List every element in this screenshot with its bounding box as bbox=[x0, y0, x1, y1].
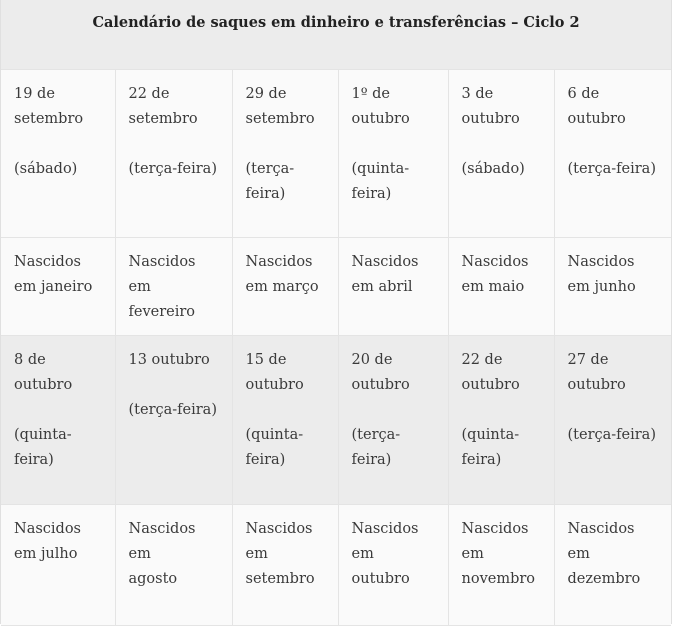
birth-month-cell bbox=[554, 504, 671, 625]
weekday-line: (sábado) bbox=[14, 160, 78, 177]
weekday-line: (quinta- bbox=[351, 160, 410, 177]
line-gap bbox=[246, 132, 326, 157]
birth-month-line: em bbox=[461, 545, 484, 562]
weekday-line: (terça-feira) bbox=[351, 426, 401, 468]
birth-month-cell bbox=[115, 237, 232, 335]
table-body bbox=[1, 69, 671, 625]
weekday-line: feira) bbox=[351, 185, 392, 202]
line-gap bbox=[352, 132, 436, 157]
date-row bbox=[1, 335, 671, 504]
birth-month-cell bbox=[338, 504, 448, 625]
birth-month-cell bbox=[232, 504, 338, 625]
payment-date-line: 8 de bbox=[14, 351, 46, 368]
birth-month-cell bbox=[448, 504, 554, 625]
line-gap bbox=[129, 373, 220, 398]
weekday-line: (terça-feira) bbox=[128, 401, 217, 418]
birth-month-line: Nascidos bbox=[14, 520, 81, 537]
birth-month-line: em julho bbox=[14, 545, 78, 562]
payment-date-line: outubro bbox=[351, 376, 410, 393]
date-cell bbox=[338, 335, 448, 504]
birth-month-line: Nascidos bbox=[567, 520, 635, 537]
line-gap bbox=[129, 132, 220, 157]
birth-month-line: em bbox=[245, 545, 268, 562]
birth-month-line: Nascidos bbox=[245, 520, 313, 537]
payment-date-line: 1º de bbox=[351, 85, 391, 102]
birth-month-line: setembro bbox=[245, 570, 315, 587]
birth-month-line: dezembro bbox=[567, 570, 641, 587]
weekday-line: (quinta- bbox=[14, 426, 72, 443]
payment-date-line: 19 de bbox=[14, 85, 55, 102]
table-title: Calendário de saques em dinheiro e transferências – Ciclo 2 bbox=[1, 0, 671, 69]
date-cell bbox=[232, 335, 338, 504]
payment-date-line: 20 de bbox=[351, 351, 393, 368]
birth-month-line: Nascidos bbox=[567, 253, 635, 270]
birth-month-line: em abril bbox=[351, 278, 413, 295]
birth-month-line: Nascidos bbox=[461, 520, 529, 537]
weekday-line: feira) bbox=[245, 451, 286, 468]
birth-month-line: novembro bbox=[461, 570, 536, 587]
birth-month-row bbox=[1, 504, 671, 625]
date-cell bbox=[448, 335, 554, 504]
date-cell bbox=[338, 69, 448, 237]
payment-date-line: setembro bbox=[14, 110, 84, 127]
payment-date-line: outubro bbox=[14, 376, 73, 393]
date-cell bbox=[115, 335, 232, 504]
payment-date-line: 27 de bbox=[567, 351, 609, 368]
payment-date-line: 3 de bbox=[461, 85, 494, 102]
date-cell bbox=[115, 69, 232, 237]
birth-month-line: Nascidos bbox=[351, 253, 419, 270]
birth-month-cell bbox=[448, 237, 554, 335]
line-gap bbox=[462, 132, 542, 157]
date-row bbox=[1, 69, 671, 237]
birth-month-line: Nascidos bbox=[461, 253, 529, 270]
birth-month-line: Nascidos bbox=[245, 253, 313, 270]
payment-date-line: outubro bbox=[245, 376, 304, 393]
birth-month-cell bbox=[554, 237, 671, 335]
payment-date-line: 29 de bbox=[245, 85, 287, 102]
birth-month-line: em janeiro bbox=[14, 278, 93, 295]
birth-month-cell bbox=[338, 237, 448, 335]
date-cell bbox=[232, 69, 338, 237]
weekday-line: feira) bbox=[245, 185, 286, 202]
date-cell bbox=[1, 69, 115, 237]
weekday-line: (terça- bbox=[245, 160, 295, 177]
weekday-line: (quinta- bbox=[245, 426, 304, 443]
date-cell bbox=[448, 69, 554, 237]
birth-month-cell bbox=[1, 237, 115, 335]
birth-month-line: Nascidos em bbox=[128, 520, 196, 562]
payment-date-line: setembro bbox=[245, 110, 315, 127]
birth-month-row bbox=[1, 237, 671, 335]
date-cell bbox=[554, 69, 671, 237]
birth-month-cell bbox=[115, 504, 232, 625]
date-cell bbox=[554, 335, 671, 504]
line-gap bbox=[568, 398, 660, 423]
line-gap bbox=[246, 398, 326, 423]
line-gap bbox=[462, 398, 542, 423]
payment-date-line: outubro bbox=[567, 376, 626, 393]
birth-month-line: em junho bbox=[567, 278, 636, 295]
birth-month-line: em bbox=[567, 545, 590, 562]
line-gap bbox=[14, 398, 103, 423]
payment-date-line: outubro bbox=[461, 376, 520, 393]
birth-month-line: em março bbox=[245, 278, 319, 295]
weekday-line: (terça-feira) bbox=[567, 160, 656, 177]
weekday-line: feira) bbox=[461, 451, 502, 468]
payment-date-line: setembro bbox=[128, 110, 198, 127]
weekday-line: feira) bbox=[14, 451, 54, 468]
birth-month-line: em maio bbox=[461, 278, 525, 295]
withdrawal-calendar-table bbox=[1, 0, 671, 626]
line-gap bbox=[14, 132, 103, 157]
payment-date-line: 22 de bbox=[461, 351, 503, 368]
payment-date-line: 22 de bbox=[128, 85, 170, 102]
birth-month-line: Nascidos em bbox=[128, 253, 196, 295]
payment-date-line: outubro bbox=[351, 110, 410, 127]
weekday-line: (terça-feira) bbox=[128, 160, 217, 177]
birth-month-cell bbox=[232, 237, 338, 335]
line-gap bbox=[568, 132, 660, 157]
weekday-line: (sábado) bbox=[461, 160, 525, 177]
birth-month-line: agosto bbox=[128, 570, 178, 587]
payment-date-line: 13 outubro bbox=[128, 351, 210, 368]
payment-date-line: 6 de outubro bbox=[567, 85, 626, 127]
weekday-line: (terça-feira) bbox=[567, 426, 656, 443]
line-gap bbox=[352, 398, 436, 423]
payment-date-line: 15 de bbox=[245, 351, 287, 368]
weekday-line: (quinta- bbox=[461, 426, 520, 443]
birth-month-line: Nascidos bbox=[351, 520, 419, 537]
birth-month-cell bbox=[1, 504, 115, 625]
birth-month-line: fevereiro bbox=[128, 303, 196, 320]
payment-date-line: outubro bbox=[461, 110, 520, 127]
birth-month-line: em outubro bbox=[351, 545, 410, 587]
birth-month-line: Nascidos bbox=[14, 253, 81, 270]
date-cell bbox=[1, 335, 115, 504]
